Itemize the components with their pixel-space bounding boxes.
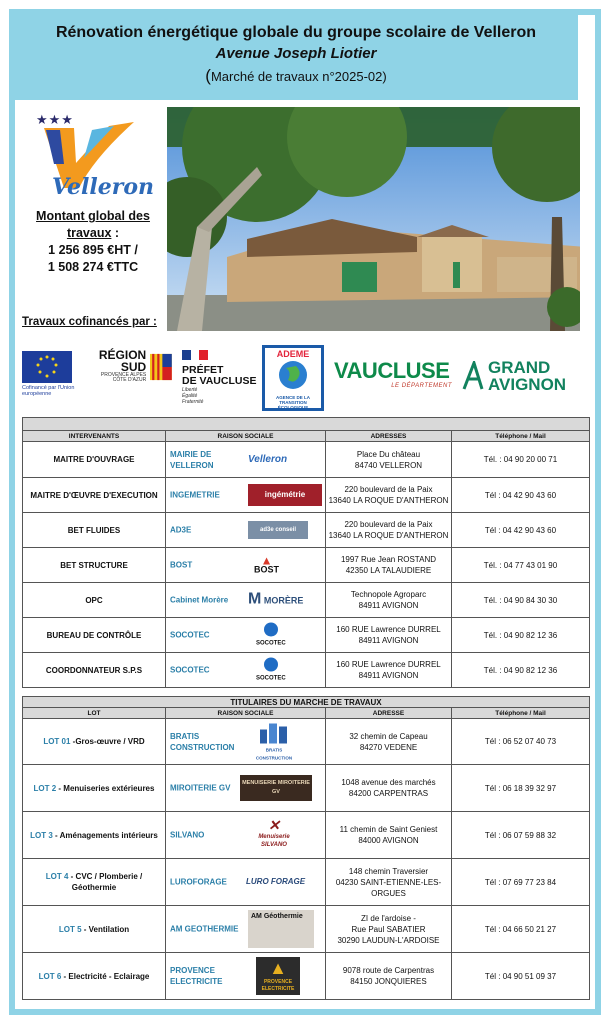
school-photo-illustration	[167, 107, 580, 331]
lot-description: - CVC / Plomberie / Géothermie	[68, 872, 143, 892]
address-line: 9078 route de Carpentras	[342, 966, 435, 975]
montant-title-1: Montant global des	[36, 209, 150, 223]
company-name: PROVENCE ELECTRICITE	[170, 966, 223, 986]
saw-icon: ✕	[268, 817, 280, 833]
row-raison-sociale	[166, 812, 326, 859]
address-line: Technopole Agroparc	[350, 590, 427, 599]
address-line: Place Du château	[356, 449, 421, 459]
region-sud-logo	[88, 349, 172, 385]
address-line: 84000 AVIGNON	[358, 836, 419, 845]
table-row	[23, 618, 590, 653]
region-line-2: SUD	[120, 360, 147, 374]
row-raison-sociale	[166, 513, 326, 548]
titulaires-title: TITULAIRES DU MARCHE DE TRAVAUX	[23, 697, 590, 708]
col-lot: LOT	[23, 708, 166, 719]
row-address	[326, 583, 452, 618]
address-line: 13640 LA ROQUE D'ANTHERON	[328, 496, 449, 505]
velleron-logo	[14, 108, 164, 200]
col-intervenants: INTERVENANTS	[23, 431, 166, 442]
row-phone: Tél. : 04 90 84 30 30	[452, 583, 590, 618]
row-lot	[23, 812, 166, 859]
prefet-line-2: DE VAUCLUSE	[182, 375, 257, 387]
row-raison-sociale	[166, 859, 326, 906]
lot-description: - Menuiseries extérieures	[56, 783, 155, 793]
company-name: AD3E	[170, 525, 192, 535]
ademe-title: ADEME	[276, 349, 310, 359]
lot-description: - Ventilation	[81, 924, 130, 934]
bost-logo	[254, 553, 280, 575]
row-raison-sociale	[166, 478, 326, 513]
address-line: 84740 VELLERON	[354, 460, 423, 470]
lot-number: LOT 4	[45, 872, 69, 881]
company-name: INGEMETRIE	[170, 490, 220, 500]
address-line: ORGUES	[371, 888, 406, 898]
ga-line-2: AVIGNON	[488, 375, 567, 394]
ingemetrie-logo: ingémétrie	[248, 484, 322, 506]
marianne-icon	[182, 350, 208, 360]
intervenants-table	[22, 417, 590, 688]
lot-number: LOT 2	[33, 783, 57, 793]
row-address	[326, 513, 452, 548]
provence-electricite-logo	[256, 957, 300, 995]
lot-number: LOT 3	[30, 830, 53, 840]
page-title: Rénovation énergétique globale du groupe scolaire de Velleron	[55, 24, 537, 41]
company-name: Cabinet Morère	[170, 595, 229, 605]
row-address	[326, 906, 452, 953]
address-line: 30290 LAUDUN-L'ARDOISE	[337, 935, 440, 945]
ad3e-logo: ad3e conseil	[248, 521, 308, 539]
row-raison-sociale	[166, 953, 326, 1000]
company-name: AM GEOTHERMIE	[170, 924, 239, 934]
miroiterie-logo: MENUISERIE MIROITERIE GV	[240, 775, 312, 801]
globe-icon	[278, 360, 308, 390]
row-raison-sociale	[166, 618, 326, 653]
address-line: 220 boulevard de la Paix	[344, 520, 433, 529]
row-lot	[23, 953, 166, 1000]
table-row	[23, 953, 590, 1000]
silvano-logo	[248, 817, 300, 849]
lot-number: LOT 6	[38, 971, 62, 981]
row-address	[326, 478, 452, 513]
address-line: 11 chemin de Saint Geniest	[339, 825, 438, 834]
row-address	[326, 859, 452, 906]
company-name: BRATIS CONSTRUCTION	[170, 731, 235, 752]
company-name: BOST	[170, 560, 193, 570]
market-reference	[14, 64, 578, 89]
col-telephone: Téléphone / Mail	[452, 708, 590, 719]
socotec-logo	[256, 658, 286, 683]
header-banner	[14, 12, 578, 100]
row-address	[326, 812, 452, 859]
row-address	[326, 653, 452, 688]
page-subtitle: Avenue Joseph Liotier	[215, 45, 377, 62]
lot-description: - Aménagements intérieurs	[52, 830, 158, 840]
row-raison-sociale	[166, 583, 326, 618]
socotec-circle-icon	[264, 658, 278, 672]
table-row	[23, 513, 590, 548]
eu-flag-icon	[22, 351, 72, 383]
row-role: BUREAU DE CONTRÔLE	[23, 618, 166, 653]
table-row	[23, 583, 590, 618]
row-phone: Tél. : 04 77 43 01 90	[452, 548, 590, 583]
row-address	[326, 765, 452, 812]
montant-title-2-wrap	[18, 225, 168, 242]
bratis-logo	[252, 721, 296, 762]
provence-electricite-wordmark: PROVENCE ELECTRICITE	[261, 979, 295, 992]
prefet-logo	[182, 347, 258, 405]
titulaires-table	[22, 696, 590, 1000]
intervenants-top-bar	[23, 418, 590, 431]
address-line: 84270 VEDENE	[359, 742, 418, 752]
address-line: 42350 LA TALAUDIERE	[345, 566, 432, 575]
prefet-motto-2: Égalité	[182, 393, 198, 399]
vaucluse-logo	[334, 359, 452, 389]
row-phone: Tél. : 04 90 82 12 36	[452, 653, 590, 688]
partners-logos	[8, 333, 584, 413]
region-emblem-icon	[150, 349, 172, 385]
velleron-wordmark: Velleron	[52, 174, 155, 200]
row-phone: Tél. : 04 90 82 12 36	[452, 618, 590, 653]
table-row	[23, 906, 590, 953]
region-line-1: RÉGION	[98, 348, 147, 362]
row-phone: Tél : 06 18 39 32 97	[452, 765, 590, 812]
row-address	[326, 618, 452, 653]
cofinance-label: Travaux cofinancés par :	[22, 316, 157, 328]
row-raison-sociale	[166, 653, 326, 688]
lot-number: LOT 01	[43, 737, 71, 746]
address-line: 13640 LA ROQUE D'ANTHERON	[328, 531, 449, 540]
socotec-logo	[256, 623, 286, 648]
left-column	[14, 108, 164, 328]
socotec-wordmark: SOCOTEC	[256, 640, 286, 647]
row-phone: Tél : 04 42 90 43 60	[452, 513, 590, 548]
address-line: 220 boulevard de la Paix	[344, 485, 433, 494]
row-raison-sociale	[166, 442, 326, 478]
row-address	[326, 548, 452, 583]
ademe-caption: AGENCE DE LA TRANSITION ÉCOLOGIQUE	[275, 395, 310, 410]
ga-line-1: GRAND	[488, 358, 551, 377]
montant-ht: 1 256 895 €HT /	[48, 243, 138, 257]
table-row	[23, 765, 590, 812]
address-line: 160 RUE Lawrence DURREL	[336, 660, 441, 669]
row-address	[326, 719, 452, 765]
vaucluse-wordmark: VAUCLUSE	[334, 358, 450, 383]
bratis-building-icon	[256, 721, 292, 743]
row-role: OPC	[23, 583, 166, 618]
address-line: 04230 SAINT-ETIENNE-LES-	[335, 877, 442, 887]
lot-description: - Electricité - Eclairage	[61, 971, 150, 981]
address-line: ZI de l'ardoise -	[361, 913, 416, 923]
row-role: BET STRUCTURE	[23, 548, 166, 583]
luroforage-logo: LURO FORAGE	[246, 877, 306, 886]
company-name: SOCOTEC	[170, 665, 210, 675]
row-raison-sociale	[166, 548, 326, 583]
grand-avignon-emblem-icon	[462, 361, 484, 391]
reference-paren: (	[205, 66, 211, 85]
col-adresses: ADRESSES	[326, 431, 452, 442]
row-address	[326, 953, 452, 1000]
row-role: MAITRE D'OUVRAGE	[23, 442, 166, 478]
prefet-motto-1: Liberté	[182, 387, 198, 393]
row-role: MAITRE D'ŒUVRE D'EXECUTION	[23, 478, 166, 513]
col-telephone: Téléphone / Mail	[452, 431, 590, 442]
address-line: Rue Paul SABATIER	[351, 924, 426, 934]
address-line: 84200 CARPENTRAS	[348, 789, 429, 798]
address-line: 84911 AVIGNON	[358, 636, 419, 645]
row-phone: Tél : 06 52 07 40 73	[452, 719, 590, 765]
eu-caption: Cofinancé par l'Union européenne	[22, 385, 75, 397]
school-photo	[167, 107, 580, 331]
ademe-logo	[262, 345, 324, 411]
silvano-wordmark: Menuiserie SILVANO	[258, 834, 290, 848]
address-line: 32 chemin de Capeau	[349, 731, 428, 741]
lightning-triangle-icon: ▲	[269, 958, 287, 978]
socotec-circle-icon	[264, 623, 278, 637]
row-raison-sociale	[166, 719, 326, 765]
eu-logo	[22, 351, 84, 397]
region-caption: PROVENCE ALPES CÔTE D'AZUR	[100, 372, 147, 383]
bost-wordmark: BOST	[254, 564, 280, 575]
lot-number: LOT 5	[58, 924, 82, 934]
bost-triangle-icon: ▲	[260, 553, 273, 568]
row-phone: Tél : 07 69 77 23 84	[452, 859, 590, 906]
montant-title-2: travaux	[66, 226, 112, 240]
table-row	[23, 719, 590, 765]
row-phone: Tél : 06 07 59 88 32	[452, 812, 590, 859]
col-raison-sociale: RAISON SOCIALE	[166, 431, 326, 442]
morere-logo	[248, 590, 304, 608]
address-line: 148 chemin Traversier	[348, 866, 429, 876]
prefet-motto-3: Fraternité	[182, 399, 204, 405]
row-raison-sociale	[166, 765, 326, 812]
company-name: SILVANO	[170, 830, 205, 840]
address-line: 1048 avenue des marchés	[341, 778, 436, 787]
socotec-wordmark: SOCOTEC	[256, 675, 286, 682]
row-phone: Tél : 04 90 51 09 37	[452, 953, 590, 1000]
morere-m-icon: M	[248, 590, 262, 608]
row-address	[326, 442, 452, 478]
company-name: MIROITERIE GV	[170, 783, 231, 793]
lot-description: -Gros-œuvre / VRD	[70, 737, 145, 746]
row-role: BET FLUIDES	[23, 513, 166, 548]
montant-block	[18, 208, 168, 276]
row-raison-sociale	[166, 906, 326, 953]
velleron-small-logo: Velleron	[248, 453, 288, 465]
col-raison-sociale: RAISON SOCIALE	[166, 708, 326, 719]
bratis-wordmark: BRATIS CONSTRUCTION	[255, 747, 293, 760]
am-geothermie-logo: AM Géothermie	[248, 910, 314, 948]
table-row	[23, 478, 590, 513]
address-line: 1997 Rue Jean ROSTAND	[340, 555, 436, 564]
company-name: LUROFORAGE	[170, 877, 227, 887]
table-row	[23, 859, 590, 906]
montant-colon: :	[111, 226, 120, 240]
grand-avignon-logo	[462, 359, 582, 393]
address-line: 84911 AVIGNON	[358, 601, 419, 610]
row-lot	[23, 859, 166, 906]
address-line: 84911 AVIGNON	[358, 671, 419, 680]
vaucluse-caption: LE DÉPARTEMENT	[391, 383, 452, 389]
table-row	[23, 548, 590, 583]
row-lot	[23, 906, 166, 953]
row-phone: Tél : 04 66 50 21 27	[452, 906, 590, 953]
montant-ttc: 1 508 274 €TTC	[47, 260, 139, 274]
row-lot	[23, 719, 166, 765]
row-phone: Tél : 04 42 90 43 60	[452, 478, 590, 513]
row-lot	[23, 765, 166, 812]
col-adresse: ADRESSE	[326, 708, 452, 719]
company-name: MAIRIE DE VELLERON	[170, 449, 214, 470]
stars-icon: ★★★	[36, 112, 74, 127]
table-row	[23, 653, 590, 688]
address-line: 160 RUE Lawrence DURREL	[336, 625, 441, 634]
prefet-line-1: PRÉFET	[182, 364, 224, 376]
company-name: SOCOTEC	[170, 630, 210, 640]
table-row	[23, 812, 590, 859]
row-phone: Tél. : 04 90 20 00 71	[452, 442, 590, 478]
table-row	[23, 442, 590, 478]
row-role: COORDONNATEUR S.P.S	[23, 653, 166, 688]
reference-text: Marché de travaux n°2025-02)	[210, 69, 387, 84]
morere-wordmark: MORÈRE	[263, 595, 304, 606]
address-line: 84150 JONQUIERES	[350, 977, 427, 986]
